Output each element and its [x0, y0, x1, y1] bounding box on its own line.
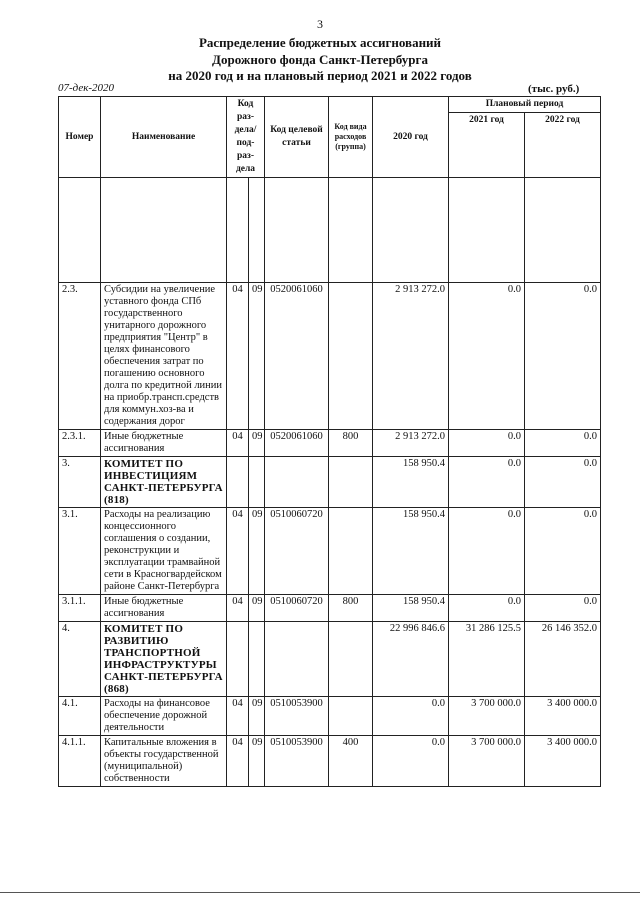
row-expense-code: 800 [329, 595, 373, 622]
table-row [59, 697, 601, 736]
row-target-code: 0520061060 [265, 430, 329, 457]
row-section-code: 04 [227, 595, 249, 622]
table-row [59, 736, 601, 787]
header-2020: 2020 год [373, 97, 449, 178]
header-target-code: Код целевой статьи [265, 97, 329, 178]
row-section-code: 04 [227, 430, 249, 457]
row-target-code [265, 622, 329, 697]
row-value-2021: 0.0 [449, 430, 525, 457]
header-spacer-row [59, 178, 601, 283]
row-expense-code [329, 508, 373, 595]
table-row [59, 283, 601, 430]
row-target-code: 0510053900 [265, 697, 329, 736]
row-subsection-code: 09 [249, 736, 265, 787]
row-target-code: 0510053900 [265, 736, 329, 787]
row-value-2020: 158 950.4 [373, 508, 449, 595]
row-number: 3.1. [59, 508, 101, 595]
row-number: 2.3. [59, 283, 101, 430]
header-expense-code: Код вида расходов (группа) [329, 97, 373, 178]
row-value-2022: 0.0 [525, 508, 601, 595]
row-section-code [227, 457, 249, 508]
row-value-2020: 0.0 [373, 697, 449, 736]
table-body [59, 178, 601, 787]
table-row [59, 508, 601, 595]
header-row-1 [59, 97, 601, 113]
row-value-2022: 0.0 [525, 283, 601, 430]
row-subsection-code: 09 [249, 430, 265, 457]
row-target-code: 0510060720 [265, 508, 329, 595]
row-value-2020: 158 950.4 [373, 457, 449, 508]
title-line-2: Дорожного фонда Санкт-Петербурга [212, 52, 428, 67]
row-number: 3. [59, 457, 101, 508]
row-target-code [265, 457, 329, 508]
header-name: Наименование [101, 97, 227, 178]
row-section-code: 04 [227, 283, 249, 430]
table-row [59, 430, 601, 457]
row-name: Иные бюджетные ассигнования [101, 595, 227, 622]
row-value-2020: 158 950.4 [373, 595, 449, 622]
row-number: 2.3.1. [59, 430, 101, 457]
row-subsection-code: 09 [249, 697, 265, 736]
header-section-code: Код раз-дела/ под-раз-дела [227, 97, 265, 178]
row-value-2021: 0.0 [449, 508, 525, 595]
row-subsection-code [249, 457, 265, 508]
row-subsection-code: 09 [249, 508, 265, 595]
document-date: 07-дек-2020 [58, 82, 115, 94]
row-name: Расходы на реализацию концессионного соглашения о создании, реконструкции и эксплуатации трамвайной сети в Красногвардейском районе Санкт-Петербурга [101, 508, 227, 595]
header-2022: 2022 год [525, 113, 601, 178]
row-number: 4.1.1. [59, 736, 101, 787]
row-number: 4.1. [59, 697, 101, 736]
row-value-2021: 0.0 [449, 595, 525, 622]
budget-table [58, 96, 601, 787]
title-line-3: на 2020 год и на плановый период 2021 и 2022 годов [168, 68, 472, 83]
table-row [59, 457, 601, 508]
row-value-2021: 3 700 000.0 [449, 697, 525, 736]
row-expense-code [329, 622, 373, 697]
header-planned-period: Плановый период [449, 97, 601, 113]
row-value-2020: 2 913 272.0 [373, 430, 449, 457]
row-value-2020: 0.0 [373, 736, 449, 787]
row-value-2021: 0.0 [449, 283, 525, 430]
row-section-code: 04 [227, 697, 249, 736]
table-row [59, 622, 601, 697]
row-value-2022: 26 146 352.0 [525, 622, 601, 697]
bottom-divider [0, 892, 640, 893]
row-value-2022: 0.0 [525, 457, 601, 508]
row-number: 4. [59, 622, 101, 697]
row-section-code: 04 [227, 736, 249, 787]
row-value-2022: 0.0 [525, 595, 601, 622]
row-target-code: 0510060720 [265, 595, 329, 622]
row-name: КОМИТЕТ ПО РАЗВИТИЮ ТРАНСПОРТНОЙ ИНФРАСТРУКТУРЫ САНКТ-ПЕТЕРБУРГА (868) [101, 622, 227, 697]
row-value-2021: 3 700 000.0 [449, 736, 525, 787]
row-expense-code: 800 [329, 430, 373, 457]
row-target-code: 0520061060 [265, 283, 329, 430]
row-name: Иные бюджетные ассигнования [101, 430, 227, 457]
header-number: Номер [59, 97, 101, 178]
row-number: 3.1.1. [59, 595, 101, 622]
row-value-2022: 3 400 000.0 [525, 736, 601, 787]
row-expense-code: 400 [329, 736, 373, 787]
row-value-2022: 3 400 000.0 [525, 697, 601, 736]
row-value-2022: 0.0 [525, 430, 601, 457]
row-name: Капитальные вложения в объекты государственной (муниципальной) собственности [101, 736, 227, 787]
row-expense-code [329, 283, 373, 430]
row-name: КОМИТЕТ ПО ИНВЕСТИЦИЯМ САНКТ-ПЕТЕРБУРГА (818) [101, 457, 227, 508]
row-subsection-code: 09 [249, 283, 265, 430]
row-value-2021: 31 286 125.5 [449, 622, 525, 697]
row-value-2020: 2 913 272.0 [373, 283, 449, 430]
units-note: (тыс. руб.) [528, 83, 580, 95]
header-2021: 2021 год [449, 113, 525, 178]
table-row [59, 595, 601, 622]
row-name: Расходы на финансовое обеспечение дорожной деятельности [101, 697, 227, 736]
row-section-code [227, 622, 249, 697]
row-expense-code [329, 457, 373, 508]
page-number: 3 [317, 17, 323, 31]
title-line-1: Распределение бюджетных ассигнований [198, 35, 442, 50]
row-subsection-code [249, 622, 265, 697]
row-value-2021: 0.0 [449, 457, 525, 508]
row-name: Субсидии на увеличение уставного фонда СПб государственного унитарного дорожного предприятия "Центр" в целях финансового обеспечения затрат по погашению основного долга по кредитной линии на приобр.трансп.средств для коммун.хоз-ва и содержания дорог [101, 283, 227, 430]
row-expense-code [329, 697, 373, 736]
row-value-2020: 22 996 846.6 [373, 622, 449, 697]
row-section-code: 04 [227, 508, 249, 595]
row-subsection-code: 09 [249, 595, 265, 622]
